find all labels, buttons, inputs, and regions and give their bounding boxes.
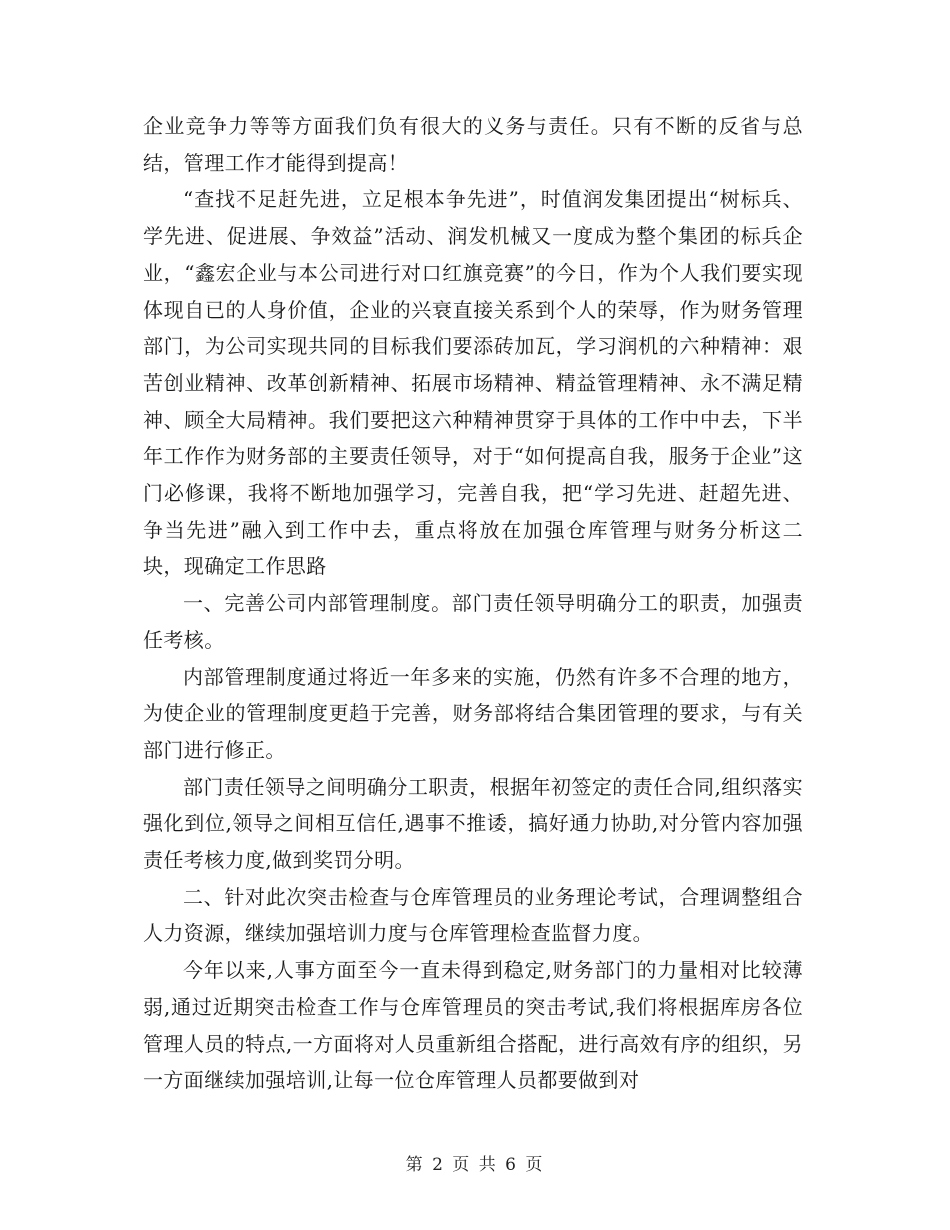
document-body (143, 108, 803, 1099)
paragraph-1: 企业竞争力等等方面我们负有很大的义务与责任。只有不断的反省与总结，管理工作才能得到提高！ (143, 114, 803, 175)
paragraph-5: 今年以来,人事方面至今一直未得到稳定,财务部门的力量相对比较薄弱,通过近期突击检查工作与仓库管理员的突击考试,我们将根据库房各位管理人员的特点,一方面将对人员重新组合搭配，进行高效有序的组织，另一方面继续加强培训,让每一位仓库管理人员都要做到对 (143, 958, 803, 1093)
paragraph-4: 部门责任领导之间明确分工职责，根据年初签定的责任合同,组织落实强化到位,领导之间相互信任,遇事不推诿，搞好通力协助,对分管内容加强责任考核力度,做到奖罚分明。 (143, 774, 803, 873)
paragraph-3: 内部管理制度通过将近一年多来的实施，仍然有许多不合理的地方，为使企业的管理制度更趋于完善，财务部将结合集团管理的要求，与有关部门进行修正。 (143, 664, 803, 762)
paragraph-2: “查找不足赶先进，立足根本争先进”，时值润发集团提出“树标兵、学先进、促进展、争效益”活动、润发机械又一度成为整个集团的标兵企业，“鑫宏企业与本公司进行对口红旗竞赛”的今日，作为个人我们要实现体现自已的人身价值，企业的兴衰直接关系到个人的荣辱，作为财务管理部门，为公司实现共同的目标我们要添砖加瓦，学习润机的六种精神：艰苦创业精神、改革创新精神、拓展市场精神、精益管理精神、永不满足精神、顾全大局精神。我们要把这六种精神贯穿于具体的工作中中去，下半年工作作为财务部的主要责任领导，对于“如何提高自我，服务于企业”这门必修课，我将不断地加强学习，完善自我，把“学习先进、赶超先进、争当先进”融入到工作中去，重点将放在加强仓库管理与财务分析这二块，现确定工作思路 (143, 187, 803, 579)
section-heading-2: 二、针对此次突击检查与仓库管理员的业务理论考试，合理调整组合人力资源，继续加强培训力度与仓库管理检查监督力度。 (143, 884, 803, 946)
page-number-footer: 第 2 页 共 6 页 (405, 1155, 545, 1175)
section-heading-1: 一、完善公司内部管理制度。部门责任领导明确分工的职责，加强责任考核。 (143, 591, 803, 652)
